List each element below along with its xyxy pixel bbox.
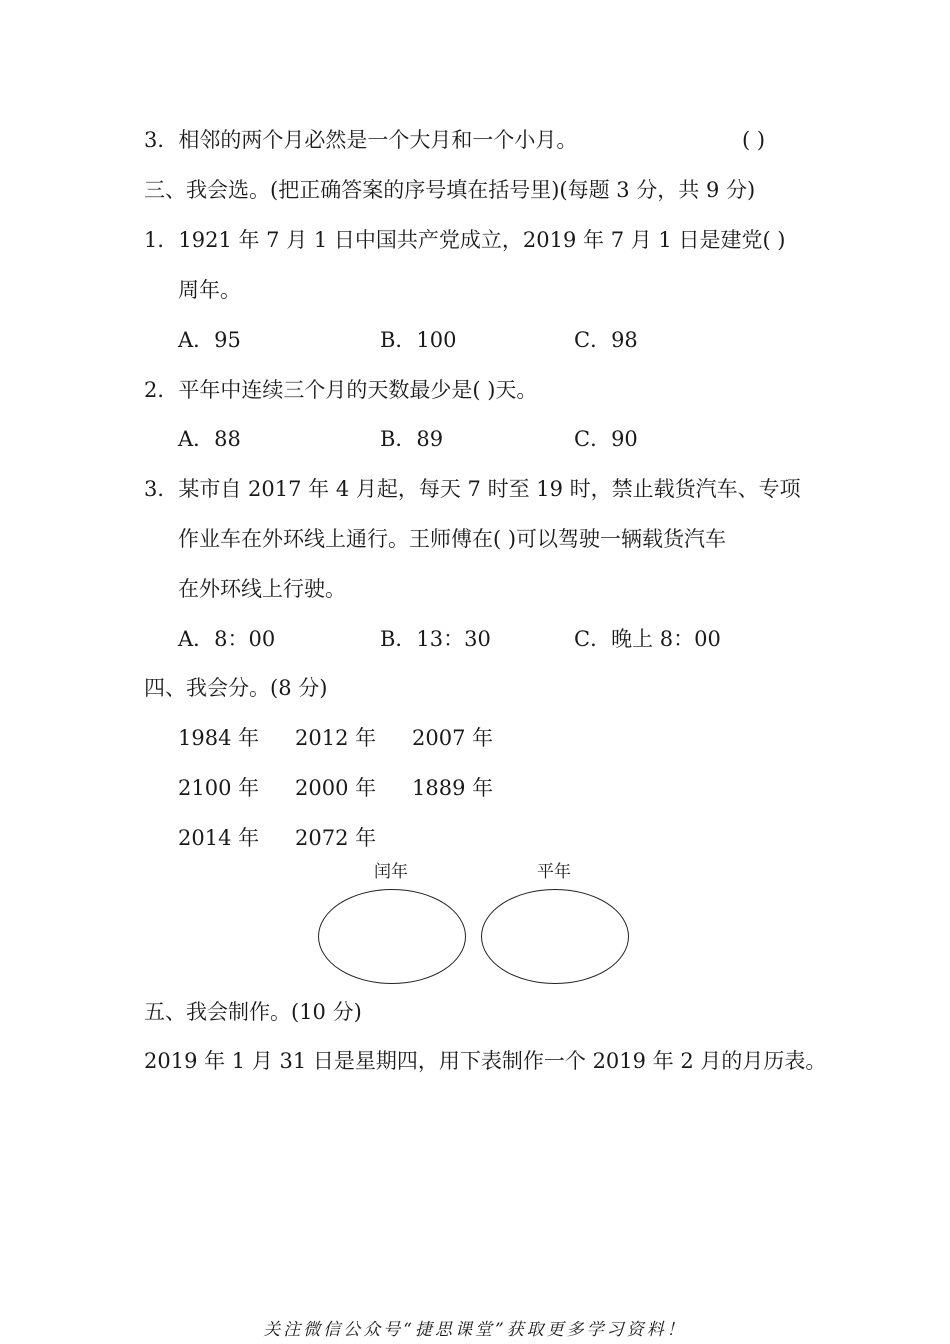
year-item: 2007 年: [412, 726, 494, 750]
leap-year-label: 闰年: [374, 862, 408, 882]
year-item: 1889 年: [412, 776, 494, 800]
q1-option-c: C．98: [574, 328, 638, 352]
footer-note: 关注微信公众号“捷思课堂”获取更多学习资料！: [263, 1320, 687, 1340]
year-item: 1984 年: [178, 726, 260, 750]
question-3-line-2: 作业车在外环线上通行。王师傅在( )可以驾驶一辆载货汽车: [178, 527, 727, 551]
section-5-instruction: 2019 年 1 月 31 日是星期四，用下表制作一个 2019 年 2 月的月历表。: [144, 1049, 827, 1073]
year-item: 2072 年: [295, 826, 377, 850]
q1-option-a: A．95: [178, 328, 241, 352]
year-item: 2014 年: [178, 826, 260, 850]
section-4-heading: 四、我会分。(8 分): [144, 676, 328, 700]
question-3-line-1: 3．某市自 2017 年 4 月起，每天 7 时至 19 时，禁止载货汽车、专项: [144, 477, 801, 501]
question-2-line-1: 2．平年中连续三个月的天数最少是( )天。: [144, 378, 538, 402]
q2-option-a: A．88: [178, 427, 241, 451]
question-1-line-1: 1．1921 年 7 月 1 日中国共产党成立，2019 年 7 月 1 日是建党( ): [144, 228, 786, 252]
year-item: 2000 年: [295, 776, 377, 800]
q1-option-b: B．100: [380, 328, 457, 352]
q3-option-c: C．晚上 8：00: [574, 627, 721, 651]
section-5-heading: 五、我会制作。(10 分): [144, 1000, 362, 1024]
question-1-line-2: 周年。: [178, 278, 241, 302]
question-3-line-3: 在外环线上行驶。: [178, 577, 346, 601]
common-year-ellipse: [481, 889, 629, 984]
tf-question-3: 3．相邻的两个月必然是一个大月和一个小月。: [144, 128, 578, 152]
q2-option-c: C．90: [574, 427, 638, 451]
common-year-label: 平年: [537, 862, 571, 882]
year-item: 2100 年: [178, 776, 260, 800]
leap-year-ellipse: [318, 889, 466, 984]
q3-option-b: B．13：30: [380, 627, 491, 651]
answer-bracket: ( ): [742, 128, 766, 152]
year-item: 2012 年: [295, 726, 377, 750]
q3-option-a: A．8：00: [178, 627, 276, 651]
section-3-heading: 三、我会选。(把正确答案的序号填在括号里)(每题 3 分，共 9 分): [144, 178, 756, 202]
q2-option-b: B．89: [380, 427, 444, 451]
